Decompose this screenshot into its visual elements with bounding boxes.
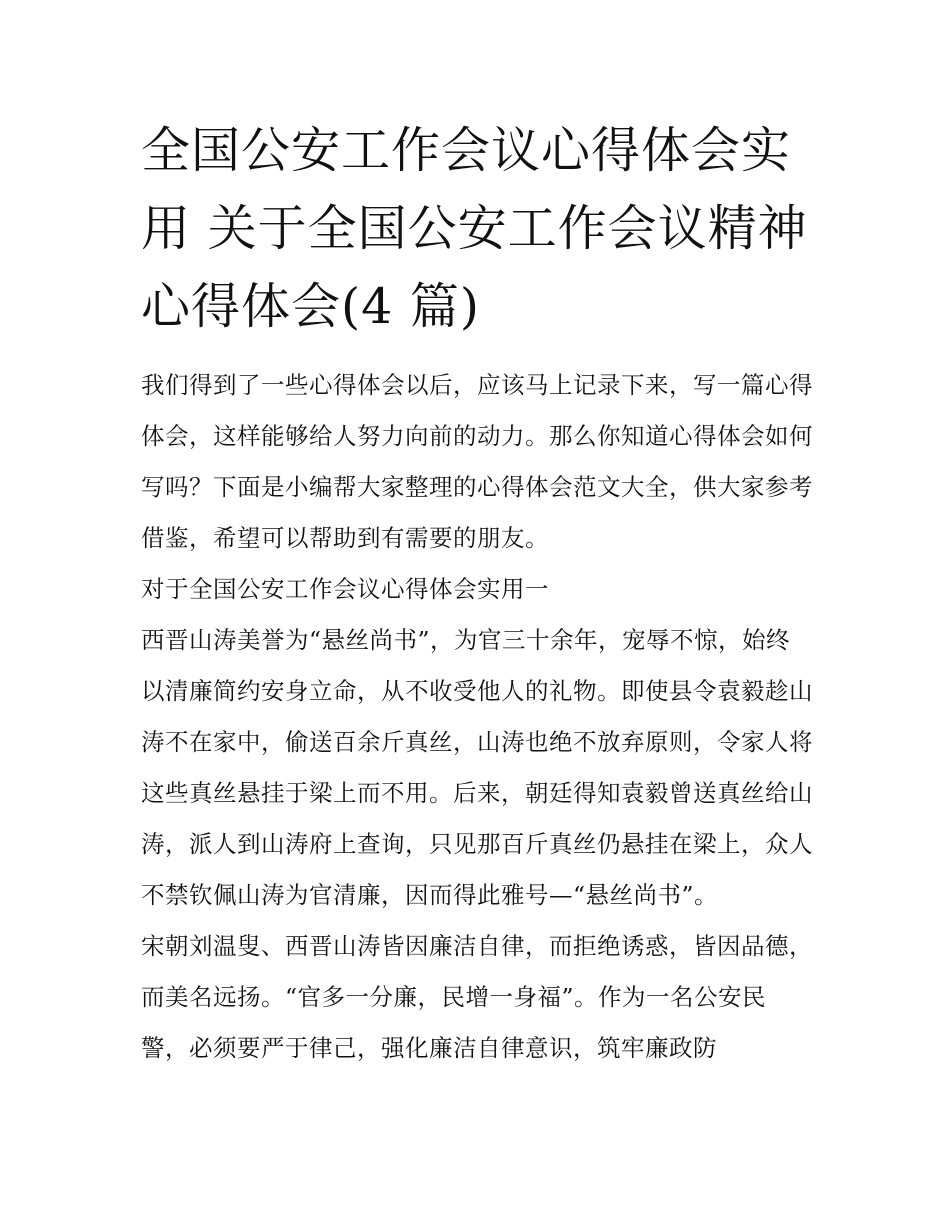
body-paragraph-2: 宋朝刘温叟、西晋山涛皆因廉洁自律，而拒绝诱惑，皆因品德，而美名远扬。“官多一分廉，民增一身福”。作为一名公安民警，必须要严于律己，强化廉洁自律意识，筑牢廉政防 [141,932,813,1062]
intro-paragraph: 我们得到了一些心得体会以后，应该马上记录下来，写一篇心得体会，这样能够给人努力向前的动力。那么你知道心得体会如何写吗？下面是小编帮大家整理的心得体会范文大全，供大家参考借鉴，希望可以帮助到有需要的朋友。 [141,371,813,552]
title-line-2: 用 关于全国公安工作会议精神 [141,200,808,257]
section-heading: 对于全国公安工作会议心得体会实用一 [141,575,549,603]
title-line-1: 全国公安工作会议心得体会实 [141,122,792,179]
title-line-3: 心得体会(4 篇) [141,278,480,335]
document-content [141,112,813,1074]
document-body [141,360,813,1074]
body-paragraph-1: 西晋山涛美誉为“悬丝尚书”，为官三十余年，宠辱不惊，始终以清廉简约安身立命，从不收受他人的礼物。即使县令袁毅趁山涛不在家中，偷送百余斤真丝，山涛也绝不放弃原则，令家人将这些真丝悬挂于梁上而不用。后来，朝廷得知袁毅曾送真丝给山涛，派人到山涛府上查询，只见那百斤真丝仍悬挂在梁上，众人不禁钦佩山涛为官清廉，因而得此雅号—“悬丝尚书”。 [141,626,813,909]
document-title [141,112,813,346]
